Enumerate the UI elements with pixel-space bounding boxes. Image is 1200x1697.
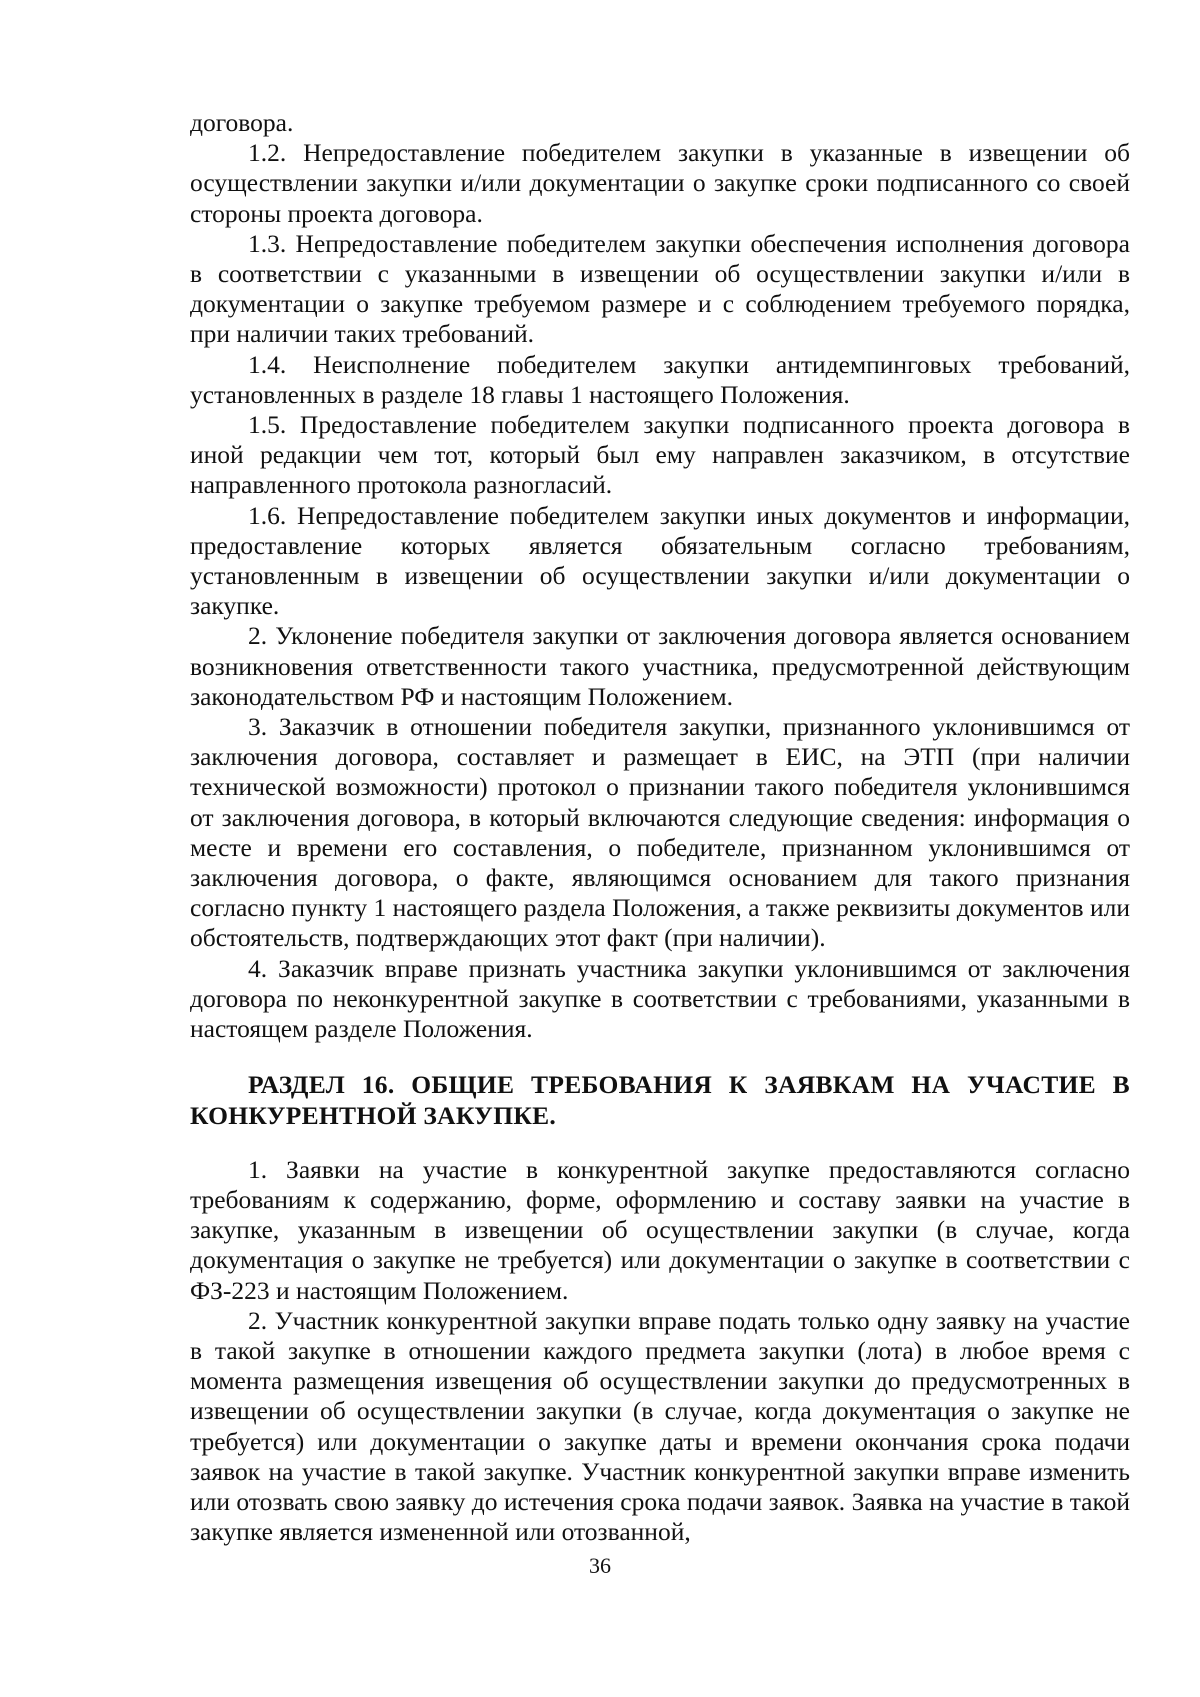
paragraph-2: 2. Уклонение победителя закупки от заключения договора является основанием возникновения ответственности такого участника, предусмотренной действующим законодательством РФ и настоящим Положением.	[190, 621, 1130, 711]
paragraph-1-3: 1.3. Непредоставление победителем закупки обеспечения исполнения договора в соответствии с указанными в извещении об осуществлении закупки и/или в документации о закупке требуемом размере и с соблюдением требуемого порядка, при наличии таких требований.	[190, 228, 1130, 349]
paragraph-1-2: 1.2. Непредоставление победителем закупки в указанные в извещении об осуществлении закупки и/или документации о закупке сроки подписанного со своей стороны проекта договора.	[190, 138, 1130, 228]
paragraph-3: 3. Заказчик в отношении победителя закупки, признанного уклонившимся от заключения договора, составляет и размещает в ЕИС, на ЭТП (при наличии технической возможности) протокол о признании такого победителя уклонившимся от заключения договора, в который включаются следующие сведения: информация о месте и времени его составления, о победителе, признанном уклонившимся от заключения договора, о факте, являющимся основанием для такого признания согласно пункту 1 настоящего раздела Положения, а также реквизиты документов или обстоятельств, подтверждающих этот факт (при наличии).	[190, 712, 1130, 953]
section-paragraph-1: 1. Заявки на участие в конкурентной закупке предоставляются согласно требованиям к содержанию, форме, оформлению и составу заявки на участие в закупке, указанным в извещении об осуществлении закупки (в случае, когда документация о закупке не требуется) или документации о закупке в соответствии с ФЗ-223 и настоящим Положением.	[190, 1154, 1130, 1305]
paragraph-1-5: 1.5. Предоставление победителем закупки подписанного проекта договора в иной редакции чем тот, который был ему направлен заказчиком, в отсутствие направленного протокола разногласий.	[190, 410, 1130, 500]
paragraph-4: 4. Заказчик вправе признать участника закупки уклонившимся от заключения договора по неконкурентной закупке в соответствии с требованиями, указанными в настоящем разделе Положения.	[190, 953, 1130, 1044]
section-heading: РАЗДЕЛ 16. ОБЩИЕ ТРЕБОВАНИЯ К ЗАЯВКАМ НА УЧАСТИЕ В КОНКУРЕНТНОЙ ЗАКУПКЕ.	[190, 1070, 1130, 1130]
paragraph-1-6: 1.6. Непредоставление победителем закупки иных документов и информации, предоставление которых является обязательным согласно требованиям, установленным в извещении об осуществлении закупки и/или документации о закупке.	[190, 500, 1130, 621]
section-paragraph-2: 2. Участник конкурентной закупки вправе подать только одну заявку на участие в такой закупке в отношении каждого предмета закупки (лота) в любое время с момента размещения извещения об осуществлении закупки до предусмотренных в извещении об осуществлении закупки (в случае, когда документация о закупке не требуется) или документации о закупке даты и времени окончания срока подачи заявок на участие в такой закупке. Участник конкурентной закупки вправе изменить или отозвать свою заявку до истечения срока подачи заявок. Заявка на участие в такой закупке является измененной или отозванной,	[190, 1305, 1130, 1547]
page-number: 36	[589, 1553, 611, 1578]
paragraph-continuation: договора.	[190, 108, 294, 137]
paragraph-1-4: 1.4. Неисполнение победителем закупки антидемпинговых требований, установленных в разделе 18 главы 1 настоящего Положения.	[190, 349, 1130, 409]
document-page	[190, 108, 1130, 1547]
